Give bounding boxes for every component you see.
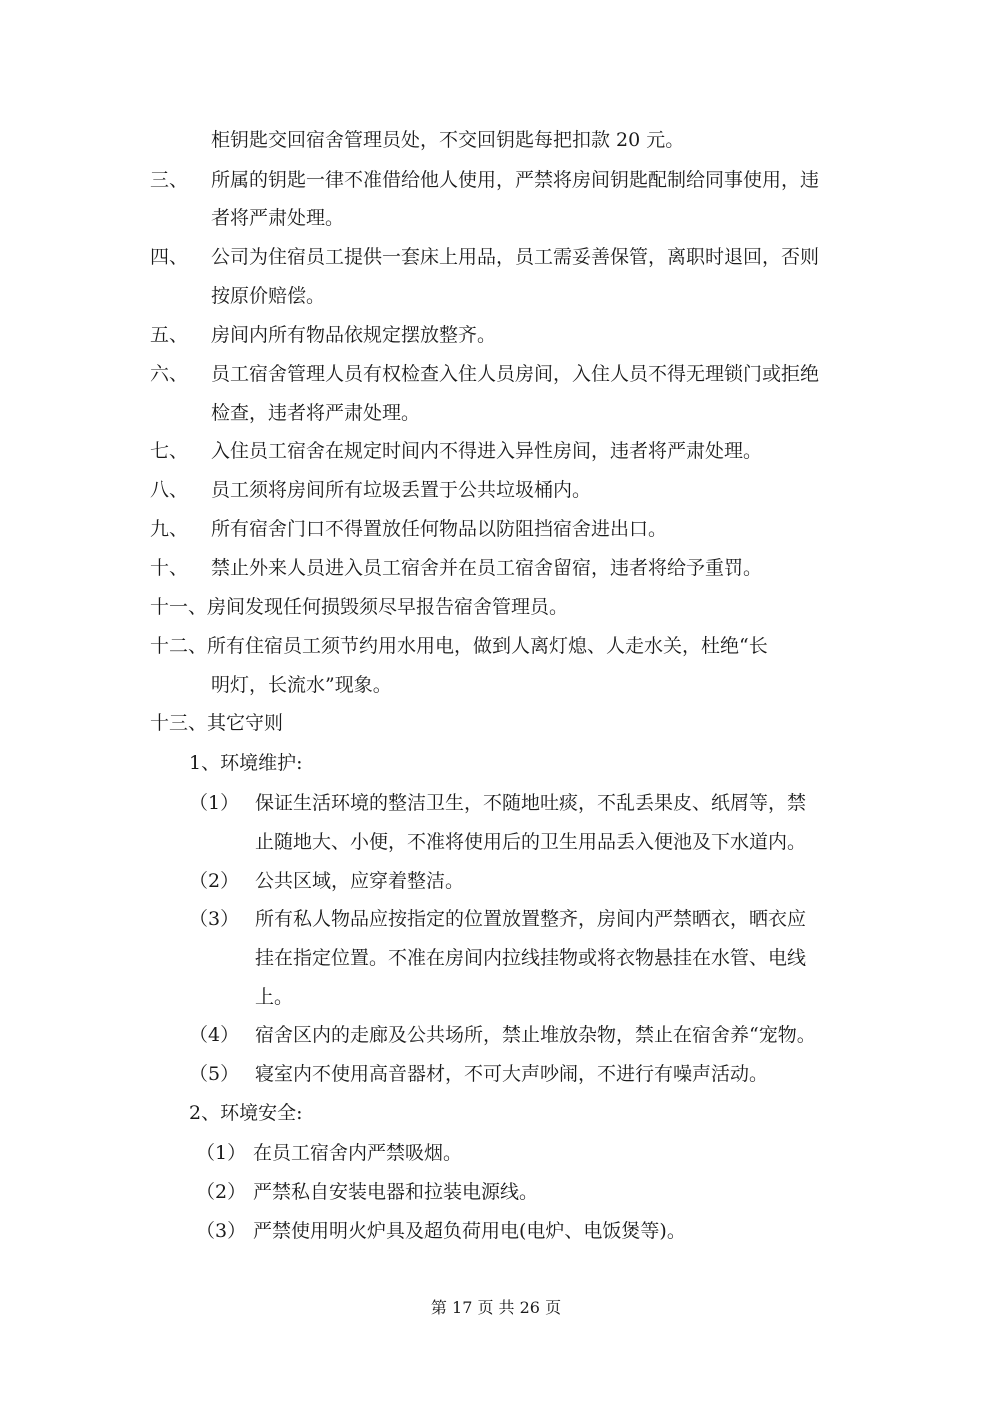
rule-text: 禁止外来人员进入员工宿舍并在员工宿舍留宿，违者将给予重罚。	[211, 557, 763, 579]
item-text: 宿舍区内的走廊及公共场所，禁止堆放杂物，禁止在宿舍养“宠物。	[255, 1024, 816, 1046]
rule-text: 十二、所有住宿员工须节约用水用电，做到人离灯熄、人走水关，杜绝“长	[150, 635, 768, 657]
rule-text: 房间内所有物品依规定摆放整齐。	[211, 324, 497, 346]
item-text: 所有私人物品应按指定的位置放置整齐，房间内严禁晒衣，晒衣应	[255, 908, 807, 930]
rule-continuation-line: 检查，违者将严肃处理。	[211, 402, 421, 424]
rule-text: 公司为住宿员工提供一套床上用品，员工需妥善保管，离职时退回，否则	[211, 246, 820, 268]
item-continuation-line: 挂在指定位置。不准在房间内拉线挂物或将衣物悬挂在水管、电线	[255, 947, 807, 969]
rule-continuation-line: 者将严肃处理。	[211, 207, 345, 229]
item-continuation-line: 止随地大、小便，不准将使用后的卫生用品丢入便池及下水道内。	[255, 831, 807, 853]
rule-number: 六、	[150, 363, 189, 385]
rule-number: 五、	[150, 324, 189, 346]
item-number: （2）	[189, 870, 240, 892]
page-footer: 第 17 页 共 26 页	[430, 1298, 562, 1317]
item-number: （5）	[189, 1063, 240, 1085]
rule-number: 七、	[150, 440, 189, 462]
item-text: 公共区域，应穿着整洁。	[255, 870, 465, 892]
rule-text: 所属的钥匙一律不准借给他人使用，严禁将房间钥匙配制给同事使用，违	[211, 169, 820, 191]
rule-text: 入住员工宿舍在规定时间内不得进入异性房间，违者将严肃处理。	[211, 440, 763, 462]
rule-number: 八、	[150, 479, 189, 501]
rule-text: 十一、房间发现任何损毁须尽早报告宿舍管理员。	[150, 596, 569, 618]
item-text: 严禁私自安装电器和拉装电源线。	[253, 1181, 539, 1203]
rule-number: 四、	[150, 246, 189, 268]
item-continuation-line: 上。	[255, 986, 294, 1008]
item-number: （4）	[189, 1024, 240, 1046]
item-number: （1）	[189, 792, 240, 814]
rule-continuation-line: 明灯，长流水”现象。	[211, 674, 392, 696]
item-text: 在员工宿舍内严禁吸烟。	[253, 1142, 463, 1164]
rule-number: 三、	[150, 169, 189, 191]
section-heading: 十三、其它守则	[150, 712, 284, 734]
rule-number: 十、	[150, 557, 189, 579]
rule-continuation-line: 按原价赔偿。	[211, 285, 326, 307]
rule-text: 员工须将房间所有垃圾丢置于公共垃圾桶内。	[211, 479, 592, 501]
subsection-heading: 1、环境维护:	[189, 752, 303, 774]
item-text: 保证生活环境的整洁卫生，不随地吐痰，不乱丢果皮、纸屑等，禁	[255, 792, 807, 814]
rule-text: 员工宿舍管理人员有权检查入住人员房间，入住人员不得无理锁门或拒绝	[211, 363, 820, 385]
rule-continuation-line: 柜钥匙交回宿舍管理员处，不交回钥匙每把扣款 20 元。	[211, 129, 685, 151]
item-text: 寝室内不使用高音器材，不可大声吵闹，不进行有噪声活动。	[255, 1063, 769, 1085]
rule-text: 所有宿舍门口不得置放任何物品以防阻挡宿舍进出口。	[211, 518, 668, 540]
item-text: 严禁使用明火炉具及超负荷用电(电炉、电饭煲等)。	[253, 1220, 686, 1242]
item-number: （3）	[189, 908, 240, 930]
subsection-heading: 2、环境安全:	[189, 1102, 303, 1124]
item-number: （1）	[196, 1142, 247, 1164]
rule-number: 九、	[150, 518, 189, 540]
item-number: （3）	[196, 1220, 247, 1242]
item-number: （2）	[196, 1181, 247, 1203]
